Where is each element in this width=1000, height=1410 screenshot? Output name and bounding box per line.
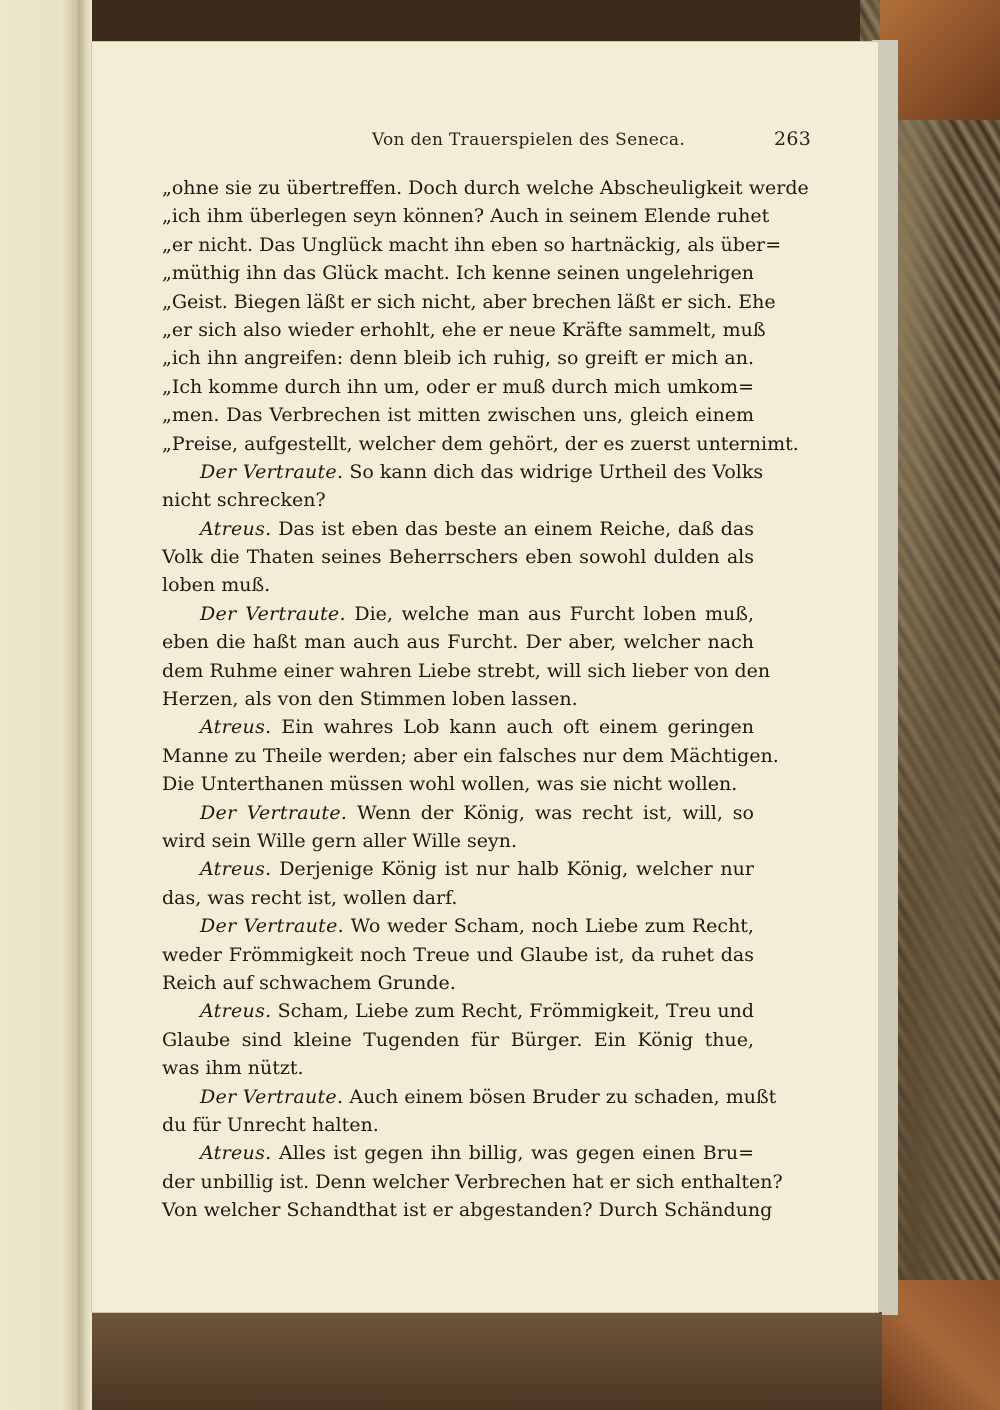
text-line [162, 1139, 754, 1167]
line-text: Auch einem bösen Bruder zu schaden, mußt [349, 1085, 777, 1108]
line-text: dem Ruhme einer wahren Liebe strebt, will sich lieber von den [162, 659, 771, 682]
speaker-name: Der Vertraute. [200, 801, 348, 824]
text-line [162, 344, 754, 372]
text-line [162, 941, 754, 969]
text-line [162, 713, 754, 741]
running-title: Von den Trauerspielen des Seneca. [372, 130, 686, 150]
text-line [162, 543, 754, 571]
line-text: wird sein Wille gern aller Wille seyn. [162, 829, 518, 852]
text-line [162, 1026, 754, 1054]
line-text: „müthig ihn das Glück macht. Ich kenne seinen ungelehrigen [162, 262, 754, 285]
speaker-name: Atreus. [200, 716, 272, 739]
line-text: „er nicht. Das Unglück macht ihn eben so hartnäckig, als über= [162, 233, 782, 256]
leather-corner-top [880, 0, 1000, 120]
previous-page-edge [0, 0, 78, 1410]
line-text: Die Unterthanen müssen wohl wollen, was sie nicht wollen. [162, 773, 738, 796]
line-text: „ohne sie zu übertreffen. Doch durch welche Abscheuligkeit werde [162, 177, 809, 199]
speaker-name: Der Vertraute. [200, 1085, 344, 1108]
text-line [162, 231, 782, 259]
speaker-name: Atreus. [200, 1000, 272, 1023]
page-number: 263 [774, 128, 812, 150]
text-line [162, 401, 754, 429]
body-text [162, 174, 809, 1224]
line-text: Die, welche man aus Furcht loben muß, [354, 602, 754, 625]
text-line [162, 912, 754, 940]
text-line [162, 827, 754, 855]
cover-bottom [92, 1312, 882, 1410]
text-line [162, 174, 809, 202]
text-line [162, 259, 754, 287]
line-text: So kann dich das widrige Urtheil des Volks [349, 460, 764, 483]
text-line [162, 742, 779, 770]
speaker-name: Atreus. [200, 858, 272, 881]
line-text: Manne zu Theile werden; aber ein falsches nur dem Mächtigen. [162, 744, 779, 767]
text-line [162, 458, 764, 486]
text-line [162, 515, 754, 543]
book-gutter [78, 0, 92, 1410]
line-text: was ihm nützt. [162, 1057, 304, 1080]
leather-corner-bottom [880, 1280, 1000, 1410]
text-line [162, 685, 754, 713]
line-text: Wenn der König, was recht ist, will, so [357, 801, 754, 824]
line-text: loben muß. [162, 574, 271, 597]
line-text: Ein wahres Lob kann auch oft einem geringen [281, 716, 754, 739]
running-header [162, 128, 812, 160]
line-text: Das ist eben das beste an einem Reiche, daß das [278, 517, 754, 540]
text-line [162, 1111, 754, 1139]
line-text: Glaube sind kleine Tugenden für Bürger. Ein König thue, [162, 1028, 754, 1051]
line-text: Reich auf schwachem Grunde. [162, 971, 456, 994]
line-text: Volk die Thaten seines Beherrschers eben sowohl dulden als [162, 546, 754, 569]
text-line [162, 997, 754, 1025]
book-page [92, 42, 878, 1312]
speaker-name: Atreus. [200, 517, 272, 540]
speaker-name: Der Vertraute. [200, 602, 346, 625]
text-line [162, 430, 799, 458]
text-line [162, 571, 754, 599]
text-line [162, 600, 754, 628]
line-text: eben die haßt man auch aus Furcht. Der aber, welcher nach [162, 631, 754, 654]
text-line [162, 799, 754, 827]
text-line [162, 884, 754, 912]
line-text: „er sich also wieder erhohlt, ehe er neue Kräfte sammelt, muß [162, 318, 766, 341]
line-text: nicht schrecken? [162, 489, 326, 512]
speaker-name: Der Vertraute. [200, 460, 344, 483]
text-line [162, 1083, 777, 1111]
speaker-name: Atreus. [200, 1142, 272, 1165]
line-text: Herzen, als von den Stimmen loben lassen. [162, 688, 578, 711]
line-text: Von welcher Schandthat ist er abgestanden? Durch Schändung [162, 1199, 773, 1222]
speaker-name: Der Vertraute. [200, 915, 344, 938]
line-text: der unbillig ist. Denn welcher Verbrechen hat er sich enthalten? [162, 1170, 783, 1193]
text-line [162, 486, 754, 514]
text-line [162, 288, 776, 316]
text-line [162, 770, 754, 798]
line-text: das, was recht ist, wollen darf. [162, 886, 458, 909]
line-text: „Preise, aufgestellt, welcher dem gehört, der es zuerst unternimt. [162, 432, 799, 455]
text-line [162, 1196, 773, 1224]
text-line [162, 969, 754, 997]
line-text: Scham, Liebe zum Recht, Frömmigkeit, Treu und [277, 1000, 754, 1023]
text-line [162, 373, 754, 401]
text-line [162, 628, 754, 656]
line-text: Alles ist gegen ihn billig, was gegen einen Bru= [278, 1142, 754, 1165]
text-line [162, 657, 771, 685]
line-text: du für Unrecht halten. [162, 1113, 379, 1136]
line-text: „men. Das Verbrechen ist mitten zwischen uns, gleich einem [162, 404, 754, 427]
line-text: „Geist. Biegen läßt er sich nicht, aber brechen läßt er sich. Ehe [162, 290, 776, 313]
line-text: „ich ihm überlegen seyn können? Auch in seinem Elende ruhet [162, 205, 770, 228]
text-line [162, 316, 766, 344]
text-line [162, 202, 770, 230]
text-line [162, 1054, 754, 1082]
line-text: „Ich komme durch ihn um, oder er muß durch mich umkom= [162, 375, 754, 398]
line-text: weder Frömmigkeit noch Treue und Glaube ist, da ruhet das [162, 943, 754, 966]
line-text: Wo weder Scham, noch Liebe zum Recht, [350, 915, 754, 938]
text-line [162, 1168, 783, 1196]
text-line [162, 855, 754, 883]
line-text: „ich ihn angreifen: denn bleib ich ruhig, so greift er mich an. [162, 347, 754, 370]
line-text: Derjenige König ist nur halb König, welcher nur [279, 858, 754, 881]
